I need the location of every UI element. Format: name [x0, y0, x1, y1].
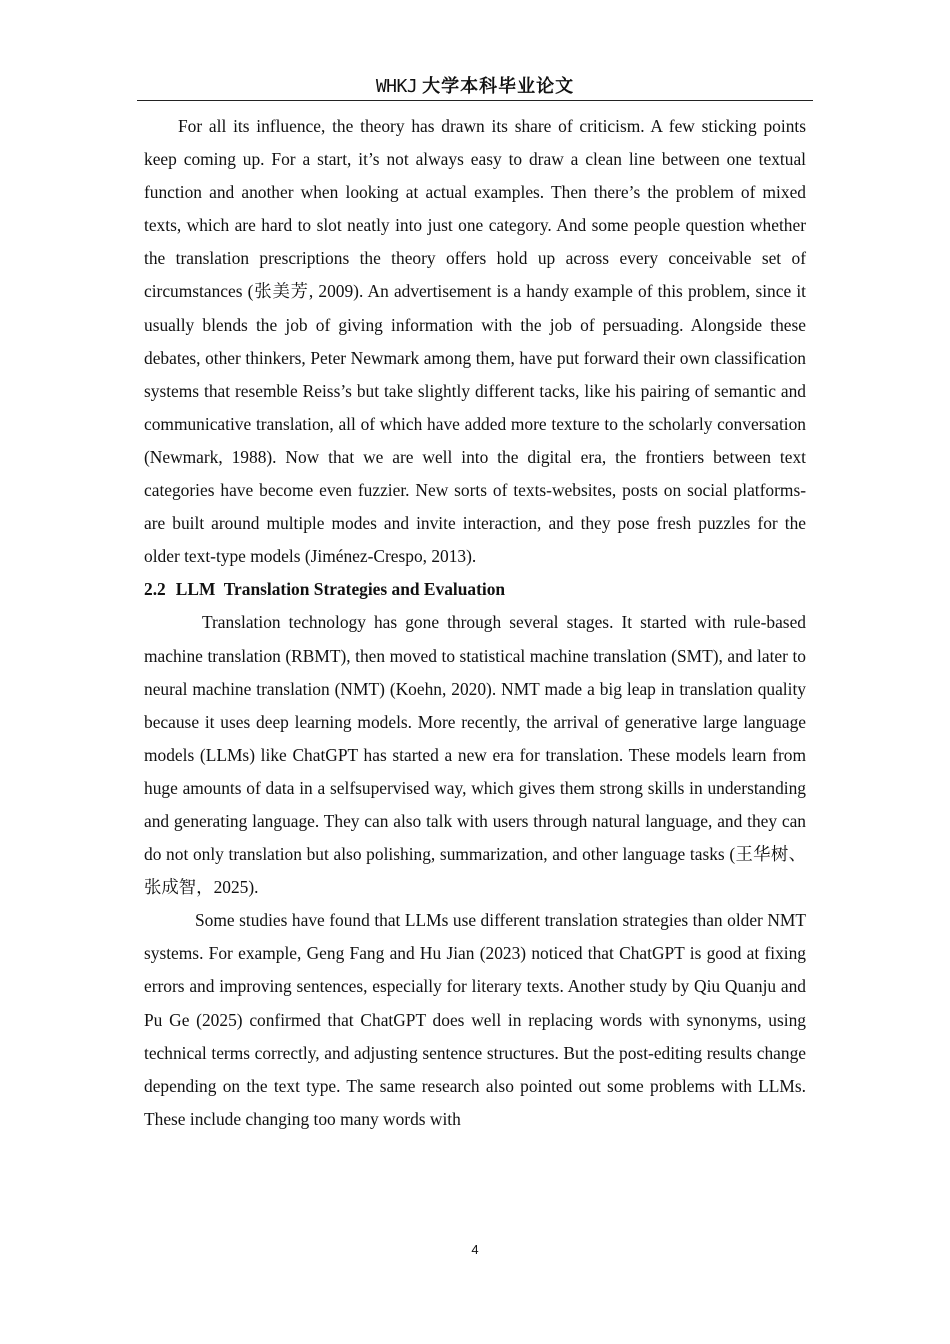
section-title: LLM Translation Strategies and Evaluation	[175, 579, 506, 600]
section-number: 2.2	[144, 579, 166, 600]
header-thesis-label: 大学本科毕业论文	[422, 76, 575, 97]
paragraph-llm-strategies: Some studies have found that LLMs use different translation strategies than older NMT systems. For example, Geng Fang and Hu Jian (2023) noticed that ChatGPT is good at fixing errors and improving sentences, especially for literary texts. Another study by Qiu Quanju and Pu Ge (2025) confirmed that ChatGPT does well in replacing words with synonyms, using technical terms correctly, and adjusting sentence structures. But the post-editing results change depending on the text type. The same research also pointed out some problems with LLMs. These include changing too many words with	[144, 910, 806, 1129]
paragraph-translation-technology: Translation technology has gone through several stages. It started with rule-based machine translation (RBMT), then moved to statistical machine translation (SMT), and later to neural machine translation (NMT) (Koehn, 2020). NMT made a big leap in translation quality because it uses deep learning models. More recently, the arrival of generative large language models (LLMs) like ChatGPT has started a new era for translation. These models learn from huge amounts of data in a selfsupervised way, which gives them strong skills in understanding and generating language. They can also talk with users through natural language, and they can do not only translation but also polishing, summarization, and other language tasks (王华树、张成智，2025).	[144, 612, 806, 898]
paragraph-criticism: For all its influence, the theory has drawn its share of criticism. A few sticking points keep coming up. For a start, it’s not always easy to draw a clean line between one textual function and another when looking at actual examples. Then there’s the problem of mixed texts, which are hard to slot neatly into just one category. And some people question whether the translation prescriptions the theory offers hold up across every conceivable set of circumstances (张美芳, 2009). An advertisement is a handy example of this problem, since it usually blends the job of giving information with the job of persuading. Alongside these debates, other thinkers, Peter Newmark among them, have put forward their own classification systems that resemble Reiss’s but take slightly different tacks, like his pairing of semantic and communicative translation, all of which have added more texture to the scholarly conversation (Newmark, 1988). Now that we are well into the digital era, the frontiers between text categories have become even fuzzier. New sorts of texts-websites, posts on social platforms-are built around multiple modes and invite interaction, and they pose fresh puzzles for the older text-type models (Jiménez-Crespo, 2013).	[144, 116, 806, 567]
header-university-code: WHKJ	[375, 76, 418, 97]
main-text	[144, 110, 806, 1136]
section-heading	[144, 573, 806, 606]
running-header	[137, 74, 813, 101]
page-number: 4	[471, 1242, 479, 1257]
